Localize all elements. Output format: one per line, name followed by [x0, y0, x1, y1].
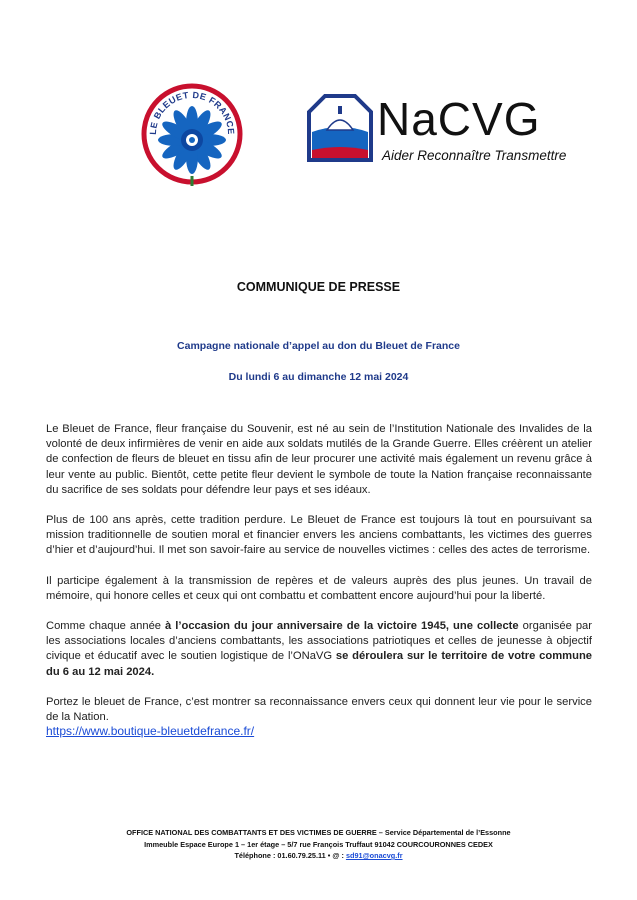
- plain-text: Comme chaque année: [46, 620, 166, 633]
- nacvg-wordmark: NaCVG: [377, 93, 541, 145]
- invalides-dome-icon: [305, 92, 375, 164]
- paragraph-collecte: [46, 619, 592, 680]
- paragraph-closing: Portez le bleuet de France, c’est montrer sa reconnaissance envers ceux qui donnent leur vie pour le service de la Nation.: [46, 695, 592, 724]
- bleuet-de-france-logo: [140, 82, 244, 190]
- nacvg-tagline: Aider Reconnaître Transmettre: [382, 148, 567, 163]
- plain-text: organisée par les associations locales d’anciens combattants, les associations patriotiques et celles de jeunesse à objectif civique et éducatif avec le soutien logistique de l’ONaVG: [46, 620, 592, 663]
- footer-contact: [0, 850, 637, 862]
- paragraph-tradition: Plus de 100 ans après, cette tradition perdure. Le Bleuet de France est toujours là tout en poursuivant sa mission traditionnelle de soutien moral et financier envers les anciens combattants, les victimes des guerres d’hier et d’aujourd’hui. Il met son savoir-faire au service de nouvelles victimes : celles des actes de terrorisme.: [46, 514, 592, 557]
- paragraph-transmission: Il participe également à la transmission de repères et de valeurs auprès des plus jeunes. Un travail de mémoire, qui honore celles et ceux qui ont combattu et combattent encore aujourd’hui pour la liberté.: [46, 574, 592, 602]
- svg-text:LE BLEUET DE FRANCE: LE BLEUET DE FRANCE: [147, 89, 237, 136]
- footer-phone: Téléphone : 01.60.79.25.11 • @ :: [234, 851, 346, 860]
- footer-address: Immeuble Espace Europe 1 – 1er étage – 5/7 rue François Truffaut 91042 COURCOURONNES CEDEX: [144, 839, 493, 849]
- campaign-subtitle: Campagne nationale d’appel au don du Bleuet de France: [177, 340, 460, 352]
- paragraph-history: Le Bleuet de France, fleur française du Souvenir, est né au sein de l’Institution Nationale des Invalides de la volonté de deux infirmières de venir en aide aux soldats mutilés de la Grande Guerre. Elles créèrent un atelier de confection de fleurs de bleuet en tissu afin de leur procurer une activité mais également un revenu grâce à leur vente au public. Bientôt, cette petite fleur devient le symbole de toute la Nation française reconnaissante du sacrifice de ses soldats pour défendre leur pays et ses idéaux.: [46, 423, 592, 496]
- cornflower-icon: [140, 82, 244, 190]
- bold-text: à l’occasion du jour anniversaire de la victoire 1945, une collecte: [165, 620, 519, 633]
- campaign-dates: Du lundi 6 au dimanche 12 mai 2024: [228, 371, 409, 383]
- footer-office: OFFICE NATIONAL DES COMBATTANTS ET DES VICTIMES DE GUERRE – Service Départemental de l’Essonne: [126, 828, 511, 837]
- bold-text: se déroulera sur le territoire de votre commune du 6 au 12 mai 2024.: [46, 650, 593, 678]
- onacvg-logo: [305, 88, 565, 172]
- page-title: COMMUNIQUE DE PRESSE: [236, 280, 401, 294]
- footer: [0, 827, 637, 862]
- footer-email-link[interactable]: sd91@onacvg.fr: [345, 851, 403, 860]
- boutique-link[interactable]: https://www.boutique-bleuetdefrance.fr/: [46, 724, 255, 738]
- body-text: [46, 422, 592, 740]
